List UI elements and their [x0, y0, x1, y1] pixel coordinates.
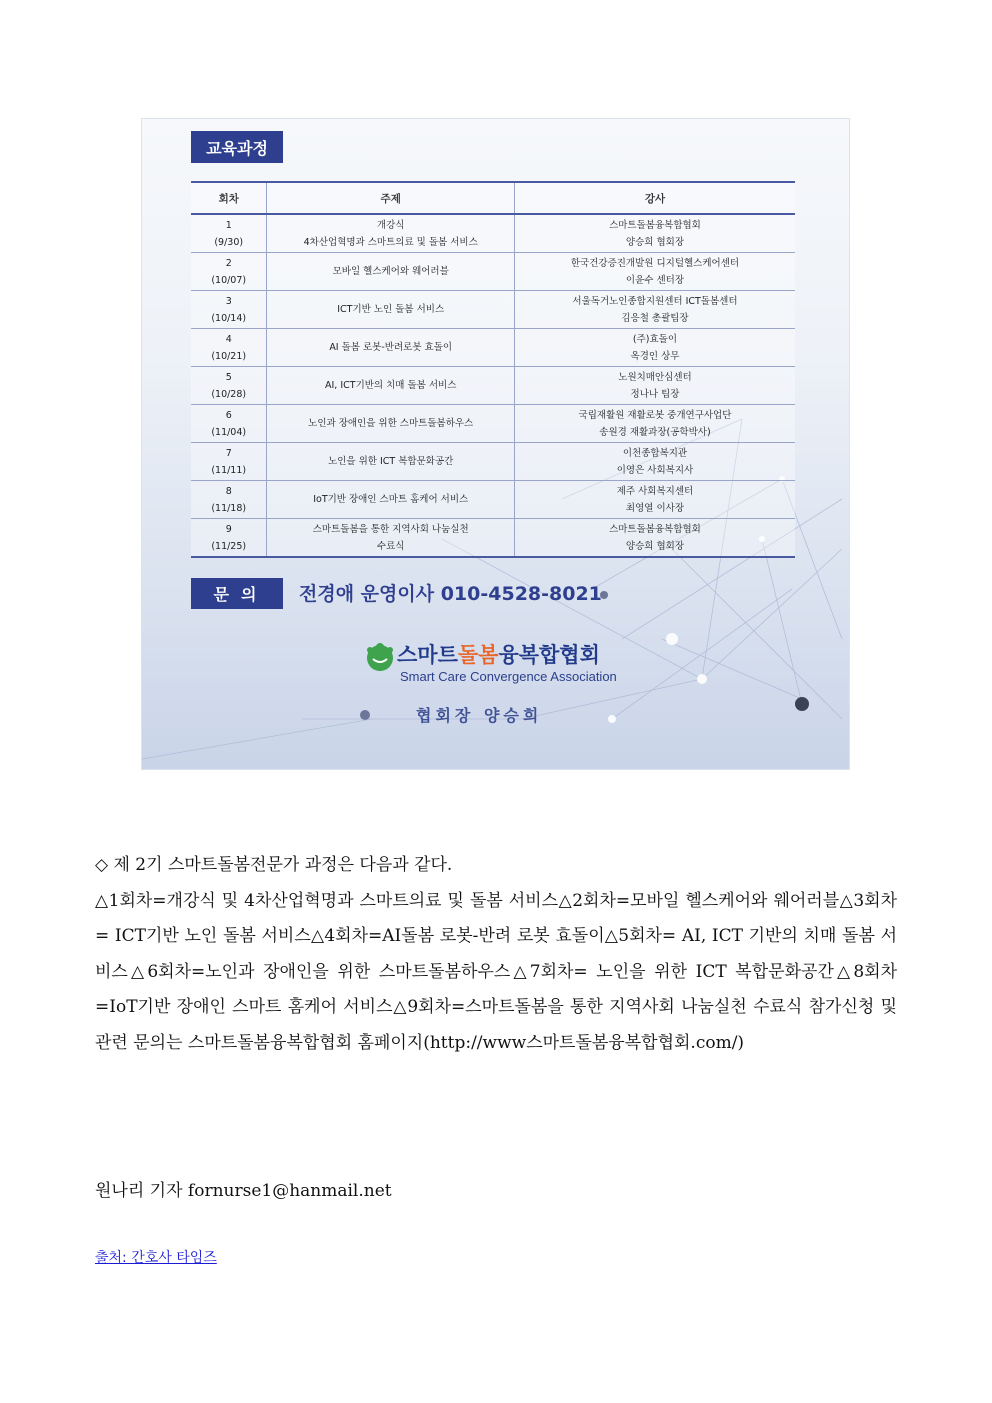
header-speaker: 강사	[514, 182, 795, 214]
cell-topic	[267, 481, 515, 519]
association-logo-icon	[364, 641, 396, 673]
cell-speaker	[514, 253, 795, 291]
cell-topic	[267, 214, 515, 253]
cell-session	[191, 443, 267, 481]
cell-speaker-line: 이윤수 센터장	[625, 274, 685, 286]
cell-speaker	[514, 519, 795, 558]
cell-session	[191, 481, 267, 519]
course-poster-image	[141, 118, 850, 770]
cell-session	[191, 329, 267, 367]
source-link[interactable]: 출처: 간호사 타임즈	[95, 1250, 217, 1266]
contact-info: 전경애 운영이사 010-4528-8021	[299, 583, 602, 605]
table-row	[191, 405, 795, 443]
cell-session-line: (11/18)	[211, 502, 247, 514]
cell-session-line: 9	[225, 523, 232, 535]
association-english-name: Smart Care Convergence Association	[400, 669, 617, 684]
cell-speaker-line: 스마트돌봄융복합협회	[609, 523, 701, 535]
cell-session-line: 4	[225, 333, 232, 345]
table-row	[191, 214, 795, 253]
cell-session-line: (10/21)	[211, 350, 247, 362]
president-name: 협회장 양승희	[416, 706, 543, 725]
cell-topic-line: AI 돌봄 로봇-반려로봇 효돌이	[329, 342, 453, 353]
cell-speaker-line: 이영은 사회복지사	[616, 464, 694, 476]
cell-session-line: (11/11)	[211, 464, 247, 476]
table-row	[191, 329, 795, 367]
cell-topic-line: 모바일 헬스케어와 웨어러블	[332, 266, 449, 277]
cell-session	[191, 519, 267, 558]
cell-speaker-line: 최영열 이사장	[625, 502, 685, 514]
cell-speaker	[514, 405, 795, 443]
table-row	[191, 519, 795, 558]
cell-topic	[267, 519, 515, 558]
cell-topic	[267, 253, 515, 291]
cell-session-line: (10/28)	[211, 388, 247, 400]
table-row	[191, 481, 795, 519]
cell-topic-line: ICT기반 노인 돌봄 서비스	[337, 304, 445, 315]
cell-speaker-line: 양승희 협회장	[625, 236, 685, 248]
cell-topic-line: 개강식	[376, 219, 405, 231]
cell-topic	[267, 291, 515, 329]
cell-speaker-line: 옥경인 상무	[630, 350, 680, 362]
association-name-accent: 돌봄	[457, 643, 499, 667]
cell-topic-line: 스마트돌봄을 통한 지역사회 나눔실천	[312, 523, 469, 535]
article-intro: ◇ 제 2기 스마트돌봄전문가 과정은 다음과 같다.	[95, 855, 453, 875]
header-session: 회차	[191, 182, 267, 214]
cell-session	[191, 291, 267, 329]
cell-session	[191, 214, 267, 253]
cell-speaker-line: 김응철 총괄팀장	[621, 312, 689, 324]
table-row	[191, 253, 795, 291]
cell-session	[191, 367, 267, 405]
cell-session-line: (9/30)	[214, 236, 244, 248]
cell-speaker	[514, 481, 795, 519]
curriculum-heading: 교육과정	[191, 131, 283, 163]
cell-speaker	[514, 367, 795, 405]
cell-speaker	[514, 443, 795, 481]
cell-speaker-line: 양승희 협회장	[625, 540, 685, 552]
cell-topic-line: 수료식	[376, 540, 405, 552]
table-row	[191, 291, 795, 329]
reporter-byline: 원나리 기자 fornurse1@hanmail.net	[95, 1181, 392, 1201]
table-row	[191, 367, 795, 405]
table-row	[191, 443, 795, 481]
cell-speaker	[514, 214, 795, 253]
cell-speaker-line: 서울독거노인종합지원센터 ICT돌봄센터	[572, 295, 738, 307]
cell-topic-line: 4차산업혁명과 스마트의료 및 돌봄 서비스	[303, 236, 478, 248]
cell-speaker-line: 노원치매안심센터	[618, 371, 692, 383]
cell-speaker	[514, 291, 795, 329]
association-name	[397, 641, 600, 669]
cell-topic-line: IoT기반 장애인 스마트 홈케어 서비스	[313, 494, 469, 505]
cell-session	[191, 253, 267, 291]
cell-speaker-line: 정나나 팀장	[630, 388, 680, 400]
cell-session-line: 8	[225, 485, 232, 497]
cell-topic-line: 노인과 장애인을 위한 스마트돌봄하우스	[308, 418, 474, 429]
cell-topic	[267, 367, 515, 405]
cell-session-line: 3	[225, 295, 232, 307]
cell-speaker	[514, 329, 795, 367]
association-name-part2: 융복합협회	[498, 643, 600, 667]
curriculum-table	[191, 181, 795, 558]
cell-session-line: 2	[225, 257, 232, 269]
cell-topic	[267, 405, 515, 443]
cell-topic-line: 노인을 위한 ICT 복합문화공간	[328, 456, 454, 467]
cell-speaker-line: 송원경 재활과장(공학박사)	[599, 426, 711, 438]
article-body	[95, 848, 897, 1061]
cell-session-line: 5	[225, 371, 232, 383]
article-paragraph: △1회차=개강식 및 4차산업혁명과 스마트의료 및 돌봄 서비스△2회차=모바일 헬스케어와 웨어러블△3회차= ICT기반 노인 돌봄 서비스△4회차=AI돌봄 로봇-반려 로봇 효돌이△5회차= AI, ICT 기반의 치매 돌봄 서비스△6회차=노인과 장애인을 위한 스마트돌봄하우스△7회차= 노인을 위한 ICT 복합문화공간△8회차=IoT기반 장애인 스마트 홈케어 서비스△9회차=스마트돌봄을 통한 지역사회 나눔실천 수료식 참가신청 및 관련 문의는 스마트돌봄융복합협회 홈페이지(http://www스마트돌봄융복합협회.com/)	[95, 890, 897, 1053]
contact-label: 문의	[191, 578, 283, 609]
cell-session-line: (10/14)	[211, 312, 247, 324]
cell-session-line: (11/04)	[211, 426, 247, 438]
header-topic: 주제	[267, 182, 515, 214]
cell-session-line: 6	[225, 409, 232, 421]
cell-speaker-line: 이천종합복지관	[622, 447, 688, 459]
curriculum-table-body	[191, 214, 795, 557]
cell-session-line: (11/25)	[211, 540, 247, 552]
cell-session-line: 1	[225, 219, 232, 231]
cell-session-line: (10/07)	[211, 274, 247, 286]
cell-speaker-line: 스마트돌봄융복합협회	[609, 219, 701, 231]
cell-speaker-line: 한국건강증진개발원 디지털헬스케어센터	[570, 257, 740, 269]
cell-topic-line: AI, ICT기반의 치매 돌봄 서비스	[324, 380, 457, 391]
cell-speaker-line: 국립재활원 재활로봇 중개연구사업단	[578, 409, 732, 421]
cell-session-line: 7	[225, 447, 232, 459]
cell-speaker-line: (주)효돌이	[632, 333, 678, 345]
cell-speaker-line: 제주 사회복지센터	[616, 485, 694, 497]
cell-topic	[267, 443, 515, 481]
cell-topic	[267, 329, 515, 367]
cell-session	[191, 405, 267, 443]
association-name-part1: 스마트	[397, 643, 458, 667]
